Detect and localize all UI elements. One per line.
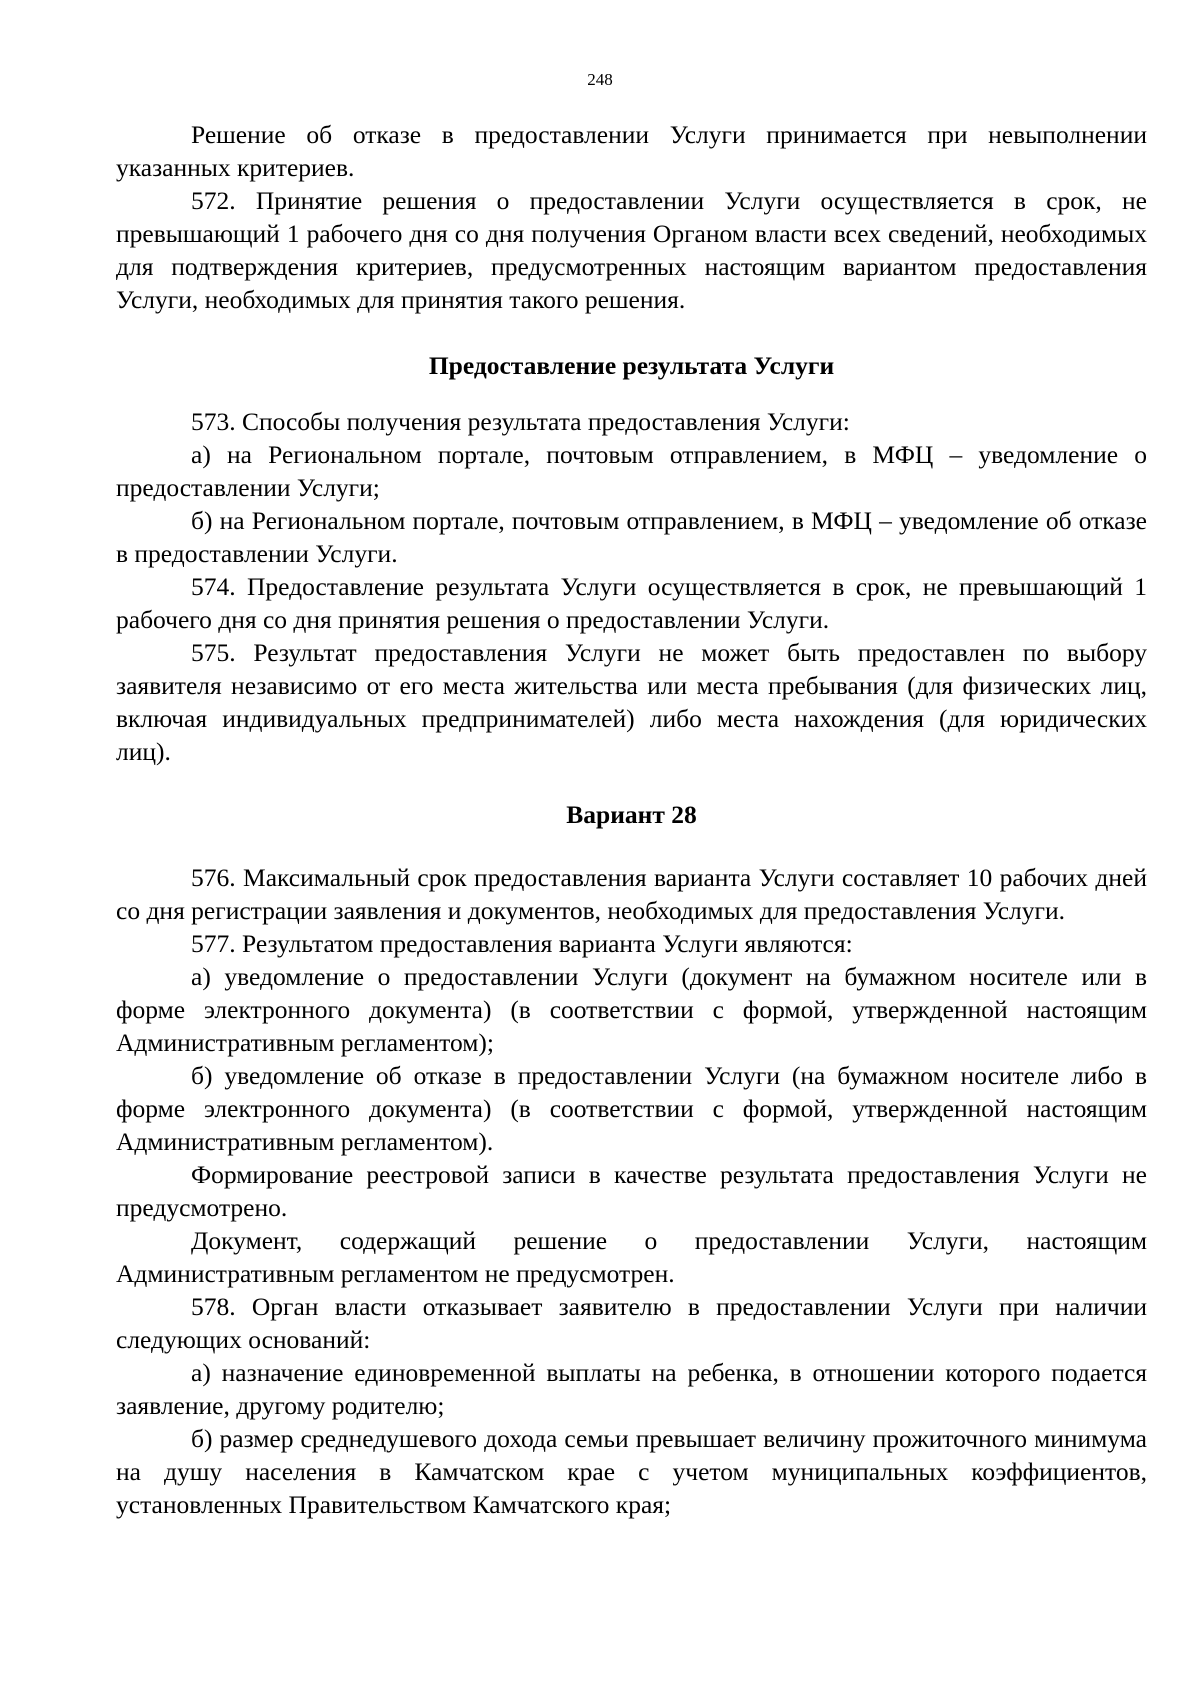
paragraph-578-a: а) назначение единовременной выплаты на ребенка, в отношении которого подается заявление, другому родителю; — [116, 1358, 1147, 1420]
paragraph-577: 577. Результатом предоставления варианта Услуги являются: — [191, 929, 853, 958]
paragraph-578: 578. Орган власти отказывает заявителю в предоставлении Услуги при наличии следующих оснований: — [116, 1292, 1147, 1354]
paragraph-572: 572. Принятие решения о предоставлении Услуги осуществляется в срок, не превышающий 1 рабочего дня со дня получения Органом власти всех сведений, необходимых для подтверждения критериев, предусмотренных настоящим вариантом предоставления Услуги, необходимых для принятия такого решения. — [116, 186, 1147, 314]
paragraph-decision-document: Документ, содержащий решение о предоставлении Услуги, настоящим Административным регламентом не предусмотрен. — [116, 1226, 1147, 1288]
paragraph-573: 573. Способы получения результата предоставления Услуги: — [191, 407, 850, 436]
heading-result-provision: Предоставление результата Услуги — [428, 351, 835, 380]
page-number: 248 — [587, 70, 613, 89]
document-body — [116, 118, 1147, 1521]
paragraph-577-b: б) уведомление об отказе в предоставлении Услуги (на бумажном носителе либо в форме электронного документа) (в соответствии с формой, утвержденной настоящим Административным регламентом). — [116, 1061, 1147, 1156]
paragraph-578-b: б) размер среднедушевого дохода семьи превышает величину прожиточного минимума на душу населения в Камчатском крае с учетом муниципальных коэффициентов, установленных Правительством Камчатского края; — [116, 1424, 1147, 1519]
paragraph-573-b: б) на Региональном портале, почтовым отправлением, в МФЦ – уведомление об отказе в предоставлении Услуги. — [116, 506, 1147, 568]
paragraph-573-a: а) на Региональном портале, почтовым отправлением, в МФЦ – уведомление о предоставлении Услуги; — [116, 440, 1147, 502]
paragraph-576: 576. Максимальный срок предоставления варианта Услуги составляет 10 рабочих дней со дня регистрации заявления и документов, необходимых для предоставления Услуги. — [116, 863, 1147, 925]
paragraph-refusal-decision: Решение об отказе в предоставлении Услуги принимается при невыполнении указанных критериев. — [116, 120, 1147, 182]
paragraph-574: 574. Предоставление результата Услуги осуществляется в срок, не превышающий 1 рабочего дня со дня принятия решения о предоставлении Услуги. — [116, 572, 1147, 634]
heading-variant-28: Вариант 28 — [566, 800, 697, 829]
paragraph-575: 575. Результат предоставления Услуги не может быть предоставлен по выбору заявителя независимо от его места жительства или места пребывания (для физических лиц, включая индивидуальных предпринимателей) либо места нахождения (для юридических лиц). — [116, 638, 1147, 766]
paragraph-registry-record: Формирование реестровой записи в качестве результата предоставления Услуги не предусмотрено. — [116, 1160, 1147, 1222]
paragraph-577-a: а) уведомление о предоставлении Услуги (документ на бумажном носителе или в форме электронного документа) (в соответствии с формой, утвержденной настоящим Административным регламентом); — [116, 962, 1147, 1057]
